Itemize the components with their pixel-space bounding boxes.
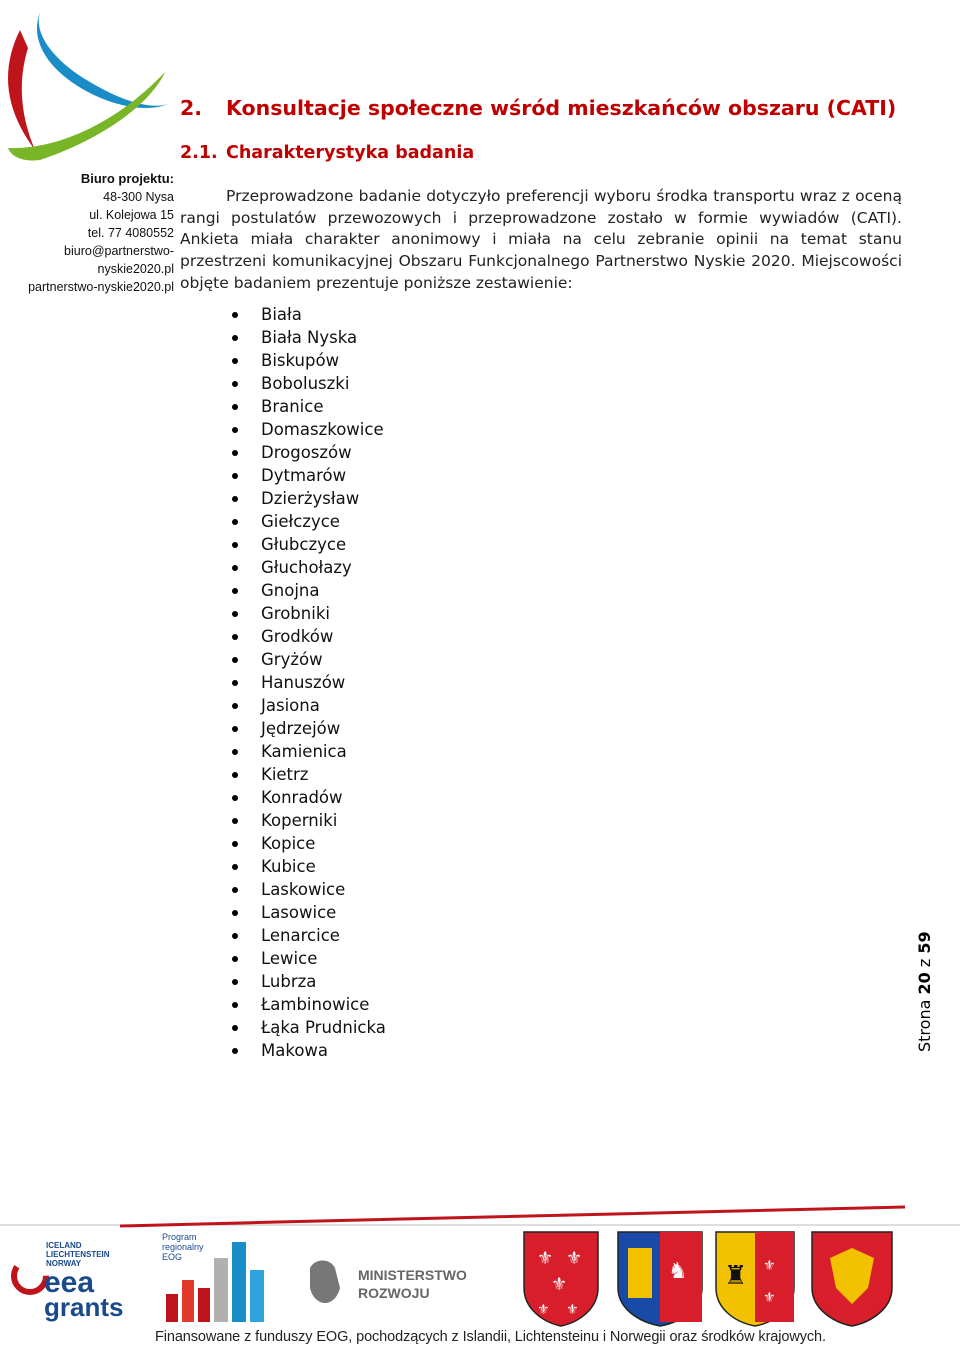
office-street: ul. Kolejowa 15: [89, 208, 174, 222]
list-item: Lenarcice: [230, 924, 386, 947]
footer-logos: [0, 1228, 960, 1328]
paragraph-line: z oceną rangi postulatów przewozowych i przeprowadzone zostało w formie wywiadów: [180, 187, 902, 227]
list-item: Laskowice: [230, 878, 386, 901]
list-item: Makowa: [230, 1039, 386, 1062]
list-item: Dytmarów: [230, 464, 386, 487]
grants-word: grants: [44, 1292, 124, 1322]
list-item: Branice: [230, 395, 386, 418]
towns-list: [230, 303, 386, 1062]
list-item: Lubrza: [230, 970, 386, 993]
intro-paragraph: [180, 186, 902, 295]
list-item: Grobniki: [230, 602, 386, 625]
office-website[interactable]: partnerstwo-nyskie2020.pl: [28, 280, 174, 294]
paragraph-line: stanu przestrzeni komunikacyjnej Obszaru Funkcjonalnego Partnerstwo Nyskie 2020.: [180, 230, 902, 271]
page-number: [912, 920, 938, 1052]
page-current: 20: [915, 972, 934, 995]
eea-country-3: NORWAY: [46, 1259, 82, 1268]
list-item: Grodków: [230, 625, 386, 648]
coat-of-arms-4: [812, 1232, 892, 1326]
coat-of-arms-3: [716, 1232, 794, 1326]
list-item: Biała: [230, 303, 386, 326]
paragraph-line: (CATI). Ankieta miała charakter anonimowy i miała na celu zebranie opinii na temat: [180, 208, 902, 249]
list-item: Dzierżysław: [230, 487, 386, 510]
subsection-heading: [180, 143, 474, 163]
page-prefix: Strona: [915, 999, 934, 1052]
section-number: 2.: [180, 96, 203, 120]
program-line-1: Program: [162, 1232, 197, 1242]
list-item: Głuchołazy: [230, 556, 386, 579]
coat-of-arms-2: [618, 1232, 702, 1326]
eea-country-2: LIECHTENSTEIN: [46, 1250, 110, 1259]
list-item: Gnojna: [230, 579, 386, 602]
list-item: Kietrz: [230, 763, 386, 786]
list-item: Biskupów: [230, 349, 386, 372]
list-item: Domaszkowice: [230, 418, 386, 441]
list-item: Biała Nyska: [230, 326, 386, 349]
eea-word: eea: [44, 1266, 95, 1299]
paragraph-line: Miejscowości objęte badaniem prezentuje poniższe zestawienie:: [180, 252, 902, 292]
list-item: Łąka Prudnicka: [230, 1016, 386, 1039]
office-title: Biuro projektu:: [80, 171, 174, 186]
list-item: Boboluszki: [230, 372, 386, 395]
section-heading: [180, 96, 896, 120]
svg-text:♞: ♞: [668, 1259, 688, 1284]
list-item: Łambinowice: [230, 993, 386, 1016]
list-item: Koperniki: [230, 809, 386, 832]
contact-sidebar: [4, 170, 174, 296]
office-phone: tel. 77 4080552: [87, 226, 174, 240]
section-title: Konsultacje społeczne wśród mieszkańców obszaru (CATI): [226, 96, 897, 120]
partnership-logo: [0, 0, 175, 165]
list-item: Hanuszów: [230, 671, 386, 694]
svg-text:⚜: ⚜: [537, 1248, 554, 1269]
list-item: Drogoszów: [230, 441, 386, 464]
subsection-title: Charakterystyka badania: [226, 143, 475, 163]
page-total: 59: [915, 931, 934, 954]
page-sep: z: [915, 958, 934, 968]
program-regionalny-logo: [162, 1232, 264, 1322]
list-item: Kamienica: [230, 740, 386, 763]
list-item: Gryżów: [230, 648, 386, 671]
list-item: Konradów: [230, 786, 386, 809]
svg-text:♜: ♜: [724, 1261, 748, 1291]
svg-text:⚜: ⚜: [537, 1302, 550, 1318]
svg-text:⚜: ⚜: [551, 1274, 568, 1295]
subsection-number: 2.1.: [180, 143, 218, 163]
list-item: Kubice: [230, 855, 386, 878]
svg-text:⚜: ⚜: [763, 1290, 776, 1306]
list-item: Kopice: [230, 832, 386, 855]
svg-text:⚜: ⚜: [763, 1258, 776, 1274]
office-postal: 48-300 Nysa: [103, 190, 174, 204]
coat-of-arms-1: [524, 1232, 598, 1326]
paragraph-line: Przeprowadzone badanie dotyczyło preferencji wyboru środka transportu wraz: [226, 187, 837, 205]
list-item: Giełczyce: [230, 510, 386, 533]
footer-caption: Finansowane z funduszy EOG, pochodzących z Islandii, Lichtensteinu i Norwegii oraz środków krajowych.: [155, 1329, 826, 1345]
office-email[interactable]: biuro@partnerstwo-nyskie2020.pl: [64, 244, 174, 276]
ministry-line-1: MINISTERSTWO: [358, 1267, 467, 1283]
svg-text:⚜: ⚜: [566, 1248, 583, 1269]
eea-country-1: ICELAND: [46, 1241, 82, 1250]
list-item: Głubczyce: [230, 533, 386, 556]
program-line-2: regionalny: [162, 1242, 204, 1252]
program-line-3: EOG: [162, 1252, 183, 1262]
svg-text:⚜: ⚜: [566, 1302, 579, 1318]
list-item: Lewice: [230, 947, 386, 970]
eea-grants-logo: [14, 1241, 123, 1322]
ministry-logo: [310, 1261, 467, 1304]
ministry-line-2: ROZWOJU: [358, 1285, 430, 1301]
list-item: Jędrzejów: [230, 717, 386, 740]
list-item: Jasiona: [230, 694, 386, 717]
list-item: Lasowice: [230, 901, 386, 924]
